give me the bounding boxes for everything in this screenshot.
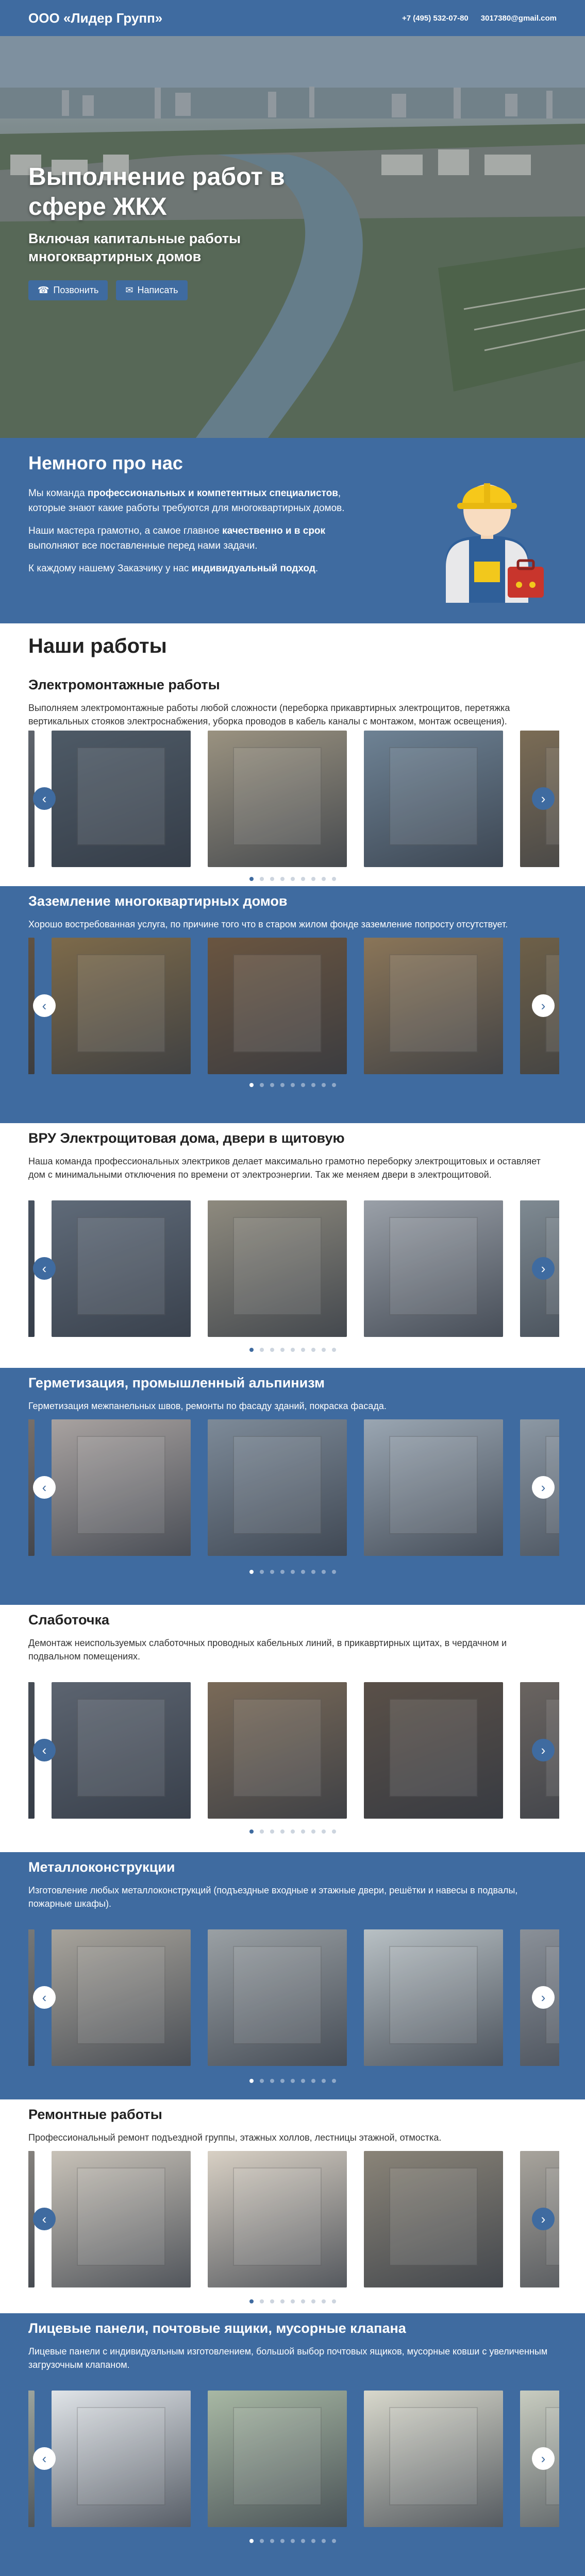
carousel-prev-arrow-icon[interactable]: ‹ [33, 2208, 56, 2230]
section-description: Изготовление любых металлоконструкций (подъездные входные и этажные двери, решётки и навесы в подвалы, пожарные шкафы). [28, 1885, 518, 1909]
carousel-dot[interactable] [280, 1083, 285, 1087]
section-description: Герметизация межпанельных швов, ремонты по фасаду зданий, покраска фасада. [28, 1401, 387, 1411]
carousel-dot[interactable] [311, 1083, 315, 1087]
works-section [0, 1368, 585, 1605]
works-section [0, 2313, 585, 2571]
carousel-dots [0, 1348, 585, 1352]
works-section [0, 1852, 585, 2099]
section-title: ВРУ Электрощитовая дома, двери в щитовую [28, 1130, 345, 1146]
carousel-photo[interactable] [364, 2391, 503, 2527]
carousel-photo[interactable] [52, 2151, 191, 2287]
carousel-dot[interactable] [332, 2079, 336, 2083]
carousel-dots [0, 877, 585, 881]
carousel-dot[interactable] [280, 1570, 285, 1574]
section-description: Демонтаж неиспользуемых слаботочных проводных кабельных линий, в прикавртирных щитах, в чердачном и подвальном помещениях. [28, 1638, 507, 1662]
carousel-photo[interactable] [364, 1682, 503, 1819]
carousel-dot[interactable] [280, 877, 285, 881]
works-section [0, 1123, 585, 1368]
about-paragraph-2: Наши мастера грамотно, а самое главное качественно и в срок выполняют все поставленные перед нами задачи. [28, 526, 326, 551]
carousel-dot[interactable] [260, 1570, 264, 1574]
carousel-photo[interactable] [52, 1419, 191, 1556]
worker-illustration-icon [430, 459, 544, 603]
carousel-next-arrow-icon[interactable]: › [532, 1476, 555, 1499]
section-title: Герметизация, промышленный альпинизм [28, 1375, 325, 1391]
carousel-prev-arrow-icon[interactable]: ‹ [33, 787, 56, 810]
carousel-dot[interactable] [260, 1083, 264, 1087]
works-section [0, 1605, 585, 1852]
section-description: Выполняем электромонтажные работы любой сложности (переборка прикавртирных электрощитов, перетяжка вертикальных стояков электроснабжения, уборка проводов в кабель каналы с монтажом, монтаж освещения). [28, 703, 510, 727]
carousel-dot[interactable] [270, 1570, 274, 1574]
carousel-dot[interactable] [301, 1570, 305, 1574]
carousel-dot[interactable] [291, 1829, 295, 1834]
carousel-photo[interactable] [208, 1929, 347, 2066]
carousel-dot[interactable] [260, 1348, 264, 1352]
hero-content [28, 162, 317, 300]
about-section [0, 438, 585, 623]
write-button[interactable] [116, 280, 187, 300]
carousel-dot[interactable] [291, 2539, 295, 2543]
photo-carousel[interactable] [28, 1419, 559, 1556]
carousel-dot[interactable] [301, 2299, 305, 2303]
carousel-next-arrow-icon[interactable]: › [532, 1986, 555, 2009]
hero-buttons [28, 280, 317, 300]
carousel-next-arrow-icon[interactable]: › [532, 994, 555, 1017]
carousel-dot[interactable] [301, 2539, 305, 2543]
section-description: Наша команда профессиональных электриков делает максимально грамотно переборку электрощитовых и оставляет дом с минимальными отключения по времени от электроэнергии. Так же меняем двери в электрощитовой. [28, 1156, 541, 1180]
carousel-dot[interactable] [260, 877, 264, 881]
about-paragraph-3: К каждому нашему Заказчику у нас индивидуальный подход. [28, 563, 319, 574]
carousel-dot[interactable] [280, 2299, 285, 2303]
carousel-photo[interactable] [52, 1200, 191, 1337]
carousel-dot[interactable] [311, 2539, 315, 2543]
hero-title: Выполнение работ в сфере ЖКХ [28, 163, 285, 221]
carousel-dot[interactable] [322, 1570, 326, 1574]
carousel-dot[interactable] [332, 1348, 336, 1352]
carousel-photo[interactable] [364, 731, 503, 867]
section-description: Хорошо востребованная услуга, по причине того что в старом жилом фонде заземление попросту отсутствует. [28, 919, 508, 929]
carousel-dot[interactable] [280, 2539, 285, 2543]
carousel-dot[interactable] [322, 2079, 326, 2083]
carousel-dot[interactable] [270, 1829, 274, 1834]
header-email-link[interactable]: 3017380@gmail.com [480, 13, 557, 23]
carousel-dot[interactable] [270, 2539, 274, 2543]
photo-carousel[interactable] [28, 1200, 559, 1337]
carousel-photo[interactable] [52, 2391, 191, 2527]
carousel-dot[interactable] [291, 1083, 295, 1087]
section-title: Электромонтажные работы [28, 677, 220, 692]
carousel-photo[interactable] [52, 938, 191, 1074]
carousel-dot[interactable] [249, 2079, 254, 2083]
call-button-label: Позвонить [53, 285, 99, 296]
carousel-photo[interactable] [52, 1929, 191, 2066]
carousel-dot[interactable] [301, 1829, 305, 1834]
carousel-dot[interactable] [332, 2299, 336, 2303]
carousel-dot[interactable] [249, 877, 254, 881]
call-button[interactable] [28, 280, 108, 300]
works-sections [0, 670, 585, 2571]
carousel-dot[interactable] [270, 1083, 274, 1087]
carousel-dots [0, 2539, 585, 2543]
photo-carousel[interactable] [28, 731, 559, 867]
section-title: Слаботочка [28, 1612, 110, 1628]
carousel-dot[interactable] [322, 877, 326, 881]
carousel-dot[interactable] [249, 1348, 254, 1352]
carousel-dot[interactable] [249, 1829, 254, 1834]
carousel-photo[interactable] [208, 1200, 347, 1337]
carousel-dot[interactable] [311, 1829, 315, 1834]
carousel-dot[interactable] [301, 2079, 305, 2083]
carousel-dots [0, 2079, 585, 2083]
carousel-dots [0, 1829, 585, 1834]
carousel-next-arrow-icon[interactable]: › [532, 2208, 555, 2230]
contacts-title [0, 2571, 585, 2576]
carousel-dot[interactable] [260, 1829, 264, 1834]
section-title: Ремонтные работы [28, 2107, 162, 2122]
carousel-prev-arrow-icon[interactable]: ‹ [33, 1476, 56, 1499]
carousel-prev-arrow-icon[interactable]: ‹ [33, 994, 56, 1017]
carousel-dot[interactable] [260, 2539, 264, 2543]
carousel-dot[interactable] [332, 2539, 336, 2543]
carousel-dot[interactable] [270, 1348, 274, 1352]
carousel-dot[interactable] [249, 1083, 254, 1087]
carousel-photo[interactable] [52, 731, 191, 867]
mail-icon: ✉ [125, 285, 133, 296]
about-title: Немного про нас [28, 452, 183, 473]
carousel-photo[interactable] [52, 1682, 191, 1819]
carousel-photo[interactable] [208, 731, 347, 867]
carousel-dot[interactable] [291, 1348, 295, 1352]
carousel-dot[interactable] [332, 1829, 336, 1834]
hero-subtitle: Включая капитальные работы многоквартирных домов [28, 231, 241, 265]
carousel-dot[interactable] [332, 877, 336, 881]
carousel-dot[interactable] [311, 877, 315, 881]
carousel-photo[interactable] [364, 1200, 503, 1337]
carousel-photo[interactable] [208, 2391, 347, 2527]
carousel-prev-arrow-icon[interactable]: ‹ [33, 1986, 56, 2009]
carousel-prev-arrow-icon[interactable]: ‹ [33, 1739, 56, 1761]
site-logo[interactable]: ООО «Лидер Групп» [28, 10, 163, 26]
carousel-photo[interactable] [364, 2151, 503, 2287]
carousel-dot[interactable] [291, 1570, 295, 1574]
carousel-dot[interactable] [311, 1348, 315, 1352]
carousel-next-arrow-icon[interactable]: › [532, 2447, 555, 2470]
site-header [0, 0, 585, 36]
carousel-dot[interactable] [249, 2299, 254, 2303]
carousel-dot[interactable] [270, 2299, 274, 2303]
carousel-dots [0, 2299, 585, 2303]
phone-icon: ☎ [38, 285, 49, 296]
carousel-dot[interactable] [301, 877, 305, 881]
carousel-dot[interactable] [332, 1083, 336, 1087]
carousel-dot[interactable] [322, 2539, 326, 2543]
about-paragraph-1: Мы команда профессиональных и компетентных специалистов, которые знают какие работы требуются для многоквартирных домов. [28, 488, 345, 514]
header-phone-link[interactable]: +7 (495) 532-07-80 [402, 13, 469, 23]
carousel-dots [0, 1570, 585, 1574]
photo-carousel[interactable] [28, 1682, 559, 1819]
carousel-dot[interactable] [270, 877, 274, 881]
carousel-dot[interactable] [280, 1829, 285, 1834]
carousel-next-arrow-icon[interactable]: › [532, 787, 555, 810]
carousel-dot[interactable] [270, 2079, 274, 2083]
carousel-photo[interactable] [208, 1682, 347, 1819]
carousel-dot[interactable] [301, 1348, 305, 1352]
carousel-dot[interactable] [291, 877, 295, 881]
write-button-label: Написать [137, 285, 178, 296]
works-section [0, 670, 585, 886]
carousel-dot[interactable] [280, 2079, 285, 2083]
carousel-next-arrow-icon[interactable]: › [532, 1257, 555, 1280]
photo-carousel[interactable] [28, 2391, 559, 2527]
photo-carousel[interactable] [28, 1929, 559, 2066]
carousel-prev-arrow-icon[interactable]: ‹ [33, 2447, 56, 2470]
section-title: Металлоконструкции [28, 1859, 175, 1875]
section-description: Профессиональный ремонт подъездной группы, этажных холлов, лестницы этажной, отмостка. [28, 2132, 442, 2143]
carousel-dot[interactable] [249, 1570, 254, 1574]
carousel-dot[interactable] [311, 1570, 315, 1574]
photo-carousel[interactable] [28, 938, 559, 1074]
carousel-dot[interactable] [332, 1570, 336, 1574]
carousel-dots [0, 1083, 585, 1087]
hero-banner [0, 0, 585, 438]
carousel-dot[interactable] [291, 2079, 295, 2083]
carousel-photo[interactable] [364, 1419, 503, 1556]
carousel-dot[interactable] [311, 2079, 315, 2083]
carousel-dot[interactable] [249, 2539, 254, 2543]
carousel-photo[interactable] [208, 938, 347, 1074]
works-section [0, 2099, 585, 2313]
carousel-photo[interactable] [208, 1419, 347, 1556]
carousel-dot[interactable] [301, 1083, 305, 1087]
carousel-prev-arrow-icon[interactable]: ‹ [33, 1257, 56, 1280]
carousel-dot[interactable] [280, 1348, 285, 1352]
works-title: Наши работы [28, 635, 167, 657]
carousel-dot[interactable] [322, 2299, 326, 2303]
carousel-dot[interactable] [311, 2299, 315, 2303]
section-title: Заземление многоквартирных домов [28, 893, 288, 909]
carousel-dot[interactable] [322, 1083, 326, 1087]
section-description: Лицевые панели с индивидуальным изготовлением, большой выбор почтовых ящиков, мусорные ковши с увеличенным загрузочным клапаном. [28, 2346, 548, 2370]
section-title: Лицевые панели, почтовые ящики, мусорные клапана [28, 2320, 406, 2336]
header-contacts [402, 14, 557, 23]
carousel-photo[interactable] [364, 1929, 503, 2066]
carousel-next-arrow-icon[interactable]: › [532, 1739, 555, 1761]
carousel-photo[interactable] [364, 938, 503, 1074]
photo-carousel[interactable] [28, 2151, 559, 2287]
carousel-dot[interactable] [260, 2299, 264, 2303]
carousel-photo[interactable] [208, 2151, 347, 2287]
carousel-dot[interactable] [291, 2299, 295, 2303]
works-section [0, 886, 585, 1123]
contacts-section [0, 2571, 585, 2576]
carousel-dot[interactable] [322, 1348, 326, 1352]
carousel-dot[interactable] [260, 2079, 264, 2083]
carousel-dot[interactable] [322, 1829, 326, 1834]
